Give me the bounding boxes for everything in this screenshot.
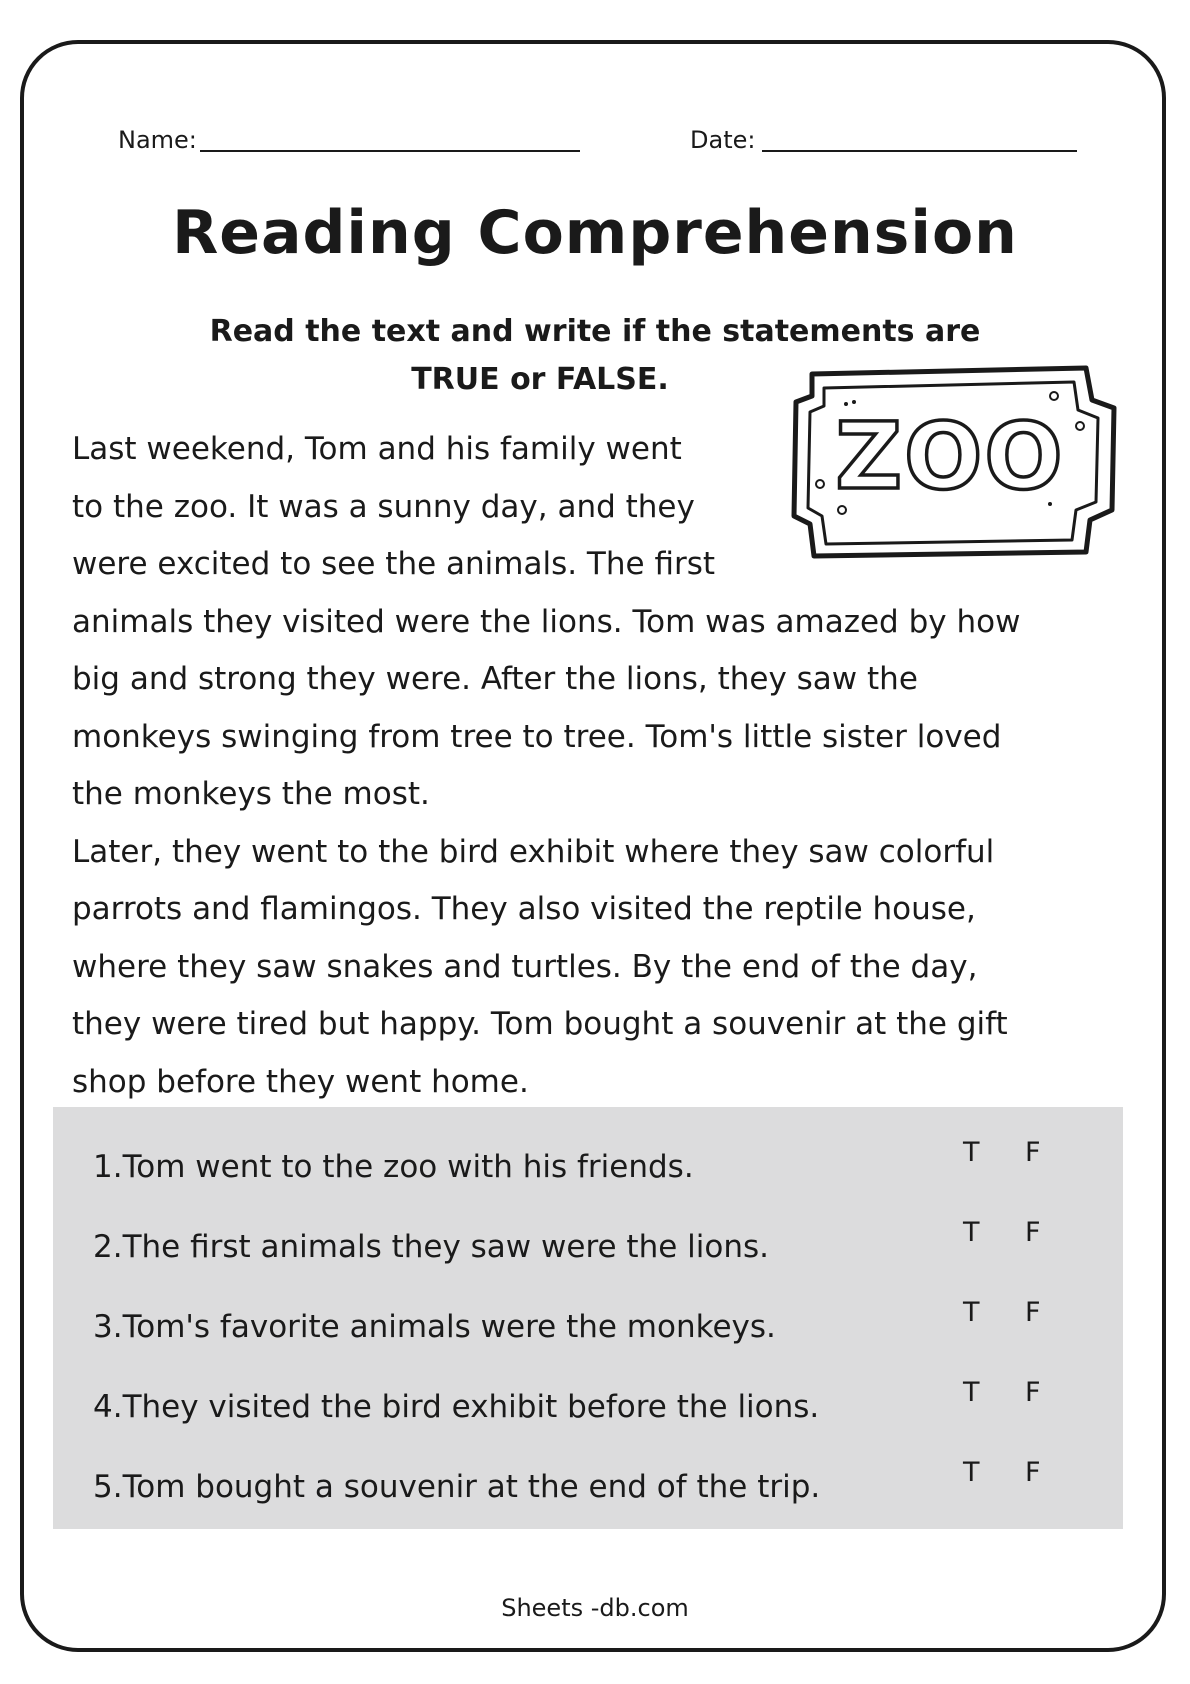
true-option[interactable]: T: [963, 1217, 980, 1248]
question-row: [53, 1217, 1123, 1277]
question-text: 4.They visited the bird exhibit before the lions.: [93, 1389, 820, 1425]
date-field[interactable]: [762, 150, 1077, 152]
question-text: 2.The first animals they saw were the lions.: [93, 1229, 770, 1265]
true-option[interactable]: T: [963, 1457, 980, 1488]
name-field[interactable]: [200, 150, 580, 152]
passage-line: where they saw snakes and turtles. By the end of the day,: [72, 948, 978, 985]
passage-line: parrots and flamingos. They also visited the reptile house,: [72, 891, 976, 927]
question-row: [53, 1457, 1123, 1517]
false-option[interactable]: F: [1025, 1377, 1041, 1408]
passage-line: the monkeys the most.: [72, 776, 430, 812]
question-text: 1.Tom went to the zoo with his friends.: [93, 1149, 694, 1185]
false-option[interactable]: F: [1025, 1297, 1041, 1328]
footer-credit: Sheets -db.com: [501, 1594, 689, 1622]
question-row: [53, 1297, 1123, 1357]
true-option[interactable]: T: [963, 1137, 980, 1168]
instruction-line-2: TRUE or FALSE.: [411, 362, 669, 397]
zoo-sign-text: ZOO: [835, 403, 1065, 510]
passage-line: monkeys swinging from tree to tree. Tom's little sister loved: [72, 718, 1002, 755]
question-text: 5.Tom bought a souvenir at the end of the trip.: [93, 1469, 821, 1505]
passage-line: Later, they went to the bird exhibit where they saw colorful: [72, 833, 995, 870]
passage-line: shop before they went home.: [72, 1063, 529, 1100]
passage-line: they were tired but happy. Tom bought a souvenir at the gift: [72, 1006, 1008, 1042]
false-option[interactable]: F: [1025, 1457, 1041, 1488]
date-label: Date:: [690, 126, 756, 154]
question-row: [53, 1377, 1123, 1437]
true-option[interactable]: T: [963, 1297, 980, 1328]
passage-line: were excited to see the animals. The first: [72, 546, 716, 582]
passage-line: big and strong they were. After the lions, they saw the: [72, 661, 918, 697]
instruction-line-1: Read the text and write if the statements are: [209, 314, 981, 349]
question-text: 3.Tom's favorite animals were the monkeys.: [93, 1309, 776, 1345]
true-false-questions: [53, 1107, 1123, 1529]
true-option[interactable]: T: [963, 1377, 980, 1408]
passage-line: Last weekend, Tom and his family went: [72, 431, 682, 467]
name-label: Name:: [118, 126, 197, 154]
page-title: Reading Comprehension: [172, 198, 1018, 268]
reading-passage: [72, 421, 1122, 1111]
false-option[interactable]: F: [1025, 1217, 1041, 1248]
passage-line: animals they visited were the lions. Tom was amazed by how: [72, 603, 1021, 640]
false-option[interactable]: F: [1025, 1137, 1041, 1168]
question-row: [53, 1137, 1123, 1197]
passage-line: to the zoo. It was a sunny day, and they: [72, 488, 695, 525]
